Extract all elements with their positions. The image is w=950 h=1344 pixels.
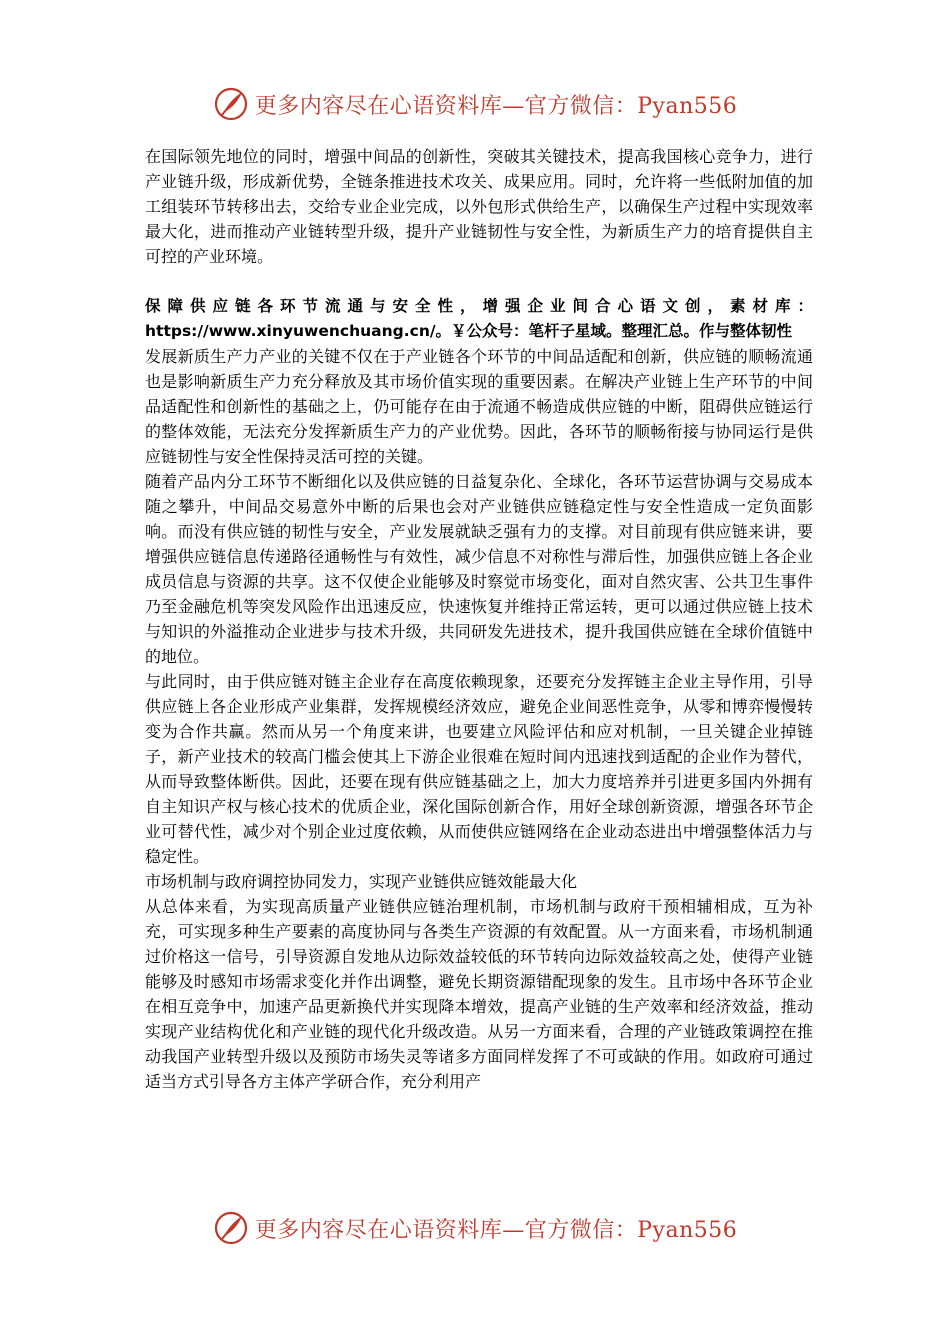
quill-pen-logo-icon (213, 86, 249, 122)
footer-banner (0, 1208, 950, 1248)
section-heading: 市场机制与政府调控协同发力，实现产业链供应链效能最大化 (145, 872, 578, 891)
paragraph: 随着产品内分工环节不断细化以及供应链的日益复杂化、全球化，各环节运营协调与交易成本随之攀升，中间品交易意外中断的后果也会对产业链供应链稳定性与安全性造成一定负面影响。而没有供应链的韧性与安全，产业发展就缺乏强有力的支撑。对目前现有供应链来讲，要增强供应链信息传递路径通畅性与有效性，减少信息不对称性与滞后性，加强供应链上各企业成员信息与资源的共享。这不仅使企业能够及时察觉市场变化，面对自然灾害、公共卫生事件乃至金融危机等突发风险作出迅速反应，快速恢复并维持正常运转，更可以通过供应链上技术与知识的外溢推动企业进步与技术升级，共同研发先进技术，提升我国供应链在全球价值链中的地位。 (145, 472, 813, 666)
paragraph: 与此同时，由于供应链对链主企业存在高度依赖现象，还要充分发挥链主企业主导作用，引导供应链上各企业形成产业集群，发挥规模经济效应，避免企业间恶性竞争，从零和博弈慢慢转变为合作共赢。然而从另一个角度来讲，也要建立风险评估和应对机制，一旦关键企业掉链子，新产业技术的较高门槛会使其上下游企业很难在短时间内迅速找到适配的企业作为替代，从而导致整体断供。因此，还要在现有供应链基础之上，加大力度培养并引进更多国内外拥有自主知识产权与核心技术的优质企业，深化国际创新合作，用好全球创新资源，增强各环节企业可替代性，减少对个别企业过度依赖，从而使供应链网络在企业动态进出中增强整体活力与稳定性。 (145, 672, 813, 866)
footer-banner-text: 更多内容尽在心语资料库—官方微信：Pyan556 (254, 1217, 738, 1243)
paragraph: 发展新质生产力产业的关键不仅在于产业链各个环节的中间品适配和创新，供应链的顺畅流通也是影响新质生产力充分释放及其市场价值实现的重要因素。在解决产业链上生产环节的中间品适配性和创新性的基础之上，仍可能存在由于流通不畅造成供应链的中断，阻碍供应链运行的整体效能，无法充分发挥新质生产力的产业优势。因此，各环节的顺畅衔接与协同运行是供应链韧性与安全性保持灵活可控的关键。 (145, 347, 813, 466)
header-banner (0, 84, 950, 124)
section-heading: 保障供应链各环节流通与安全性，增强企业间合心语文创，素材库：https://www.xinyuwenchuang.cn/。￥公众号：笔杆子星域。整理汇总。作与整体韧性 (145, 297, 813, 340)
document-body (145, 144, 813, 1094)
paragraph: 在国际领先地位的同时，增强中间品的创新性，突破其关键技术，提高我国核心竞争力，进行产业链升级，形成新优势，全链条推进技术攻关、成果应用。同时，允许将一些低附加值的加工组装环节转移出去，交给专业企业完成，以外包形式供给生产，以确保生产过程中实现效率最大化，进而推动产业链转型升级，提升产业链韧性与安全性，为新质生产力的培育提供自主可控的产业环境。 (145, 147, 813, 266)
paragraph: 从总体来看，为实现高质量产业链供应链治理机制，市场机制与政府干预相辅相成，互为补充，可实现多种生产要素的高度协同与各类生产资源的有效配置。从一方面来看，市场机制通过价格这一信号，引导资源自发地从边际效益较低的环节转向边际效益较高之处，使得产业链能够及时感知市场需求变化并作出调整，避免长期资源错配现象的发生。且市场中各环节企业在相互竞争中，加速产品更新换代并实现降本增效，提高产业链的生产效率和经济效益，推动实现产业结构优化和产业链的现代化升级改造。从另一方面来看，合理的产业链政策调控在推动我国产业转型升级以及预防市场失灵等诸多方面同样发挥了不可或缺的作用。如政府可通过适当方式引导各方主体产学研合作，充分利用产 (145, 897, 813, 1091)
quill-pen-logo-icon (213, 1210, 249, 1246)
header-banner-text: 更多内容尽在心语资料库—官方微信：Pyan556 (254, 93, 738, 119)
